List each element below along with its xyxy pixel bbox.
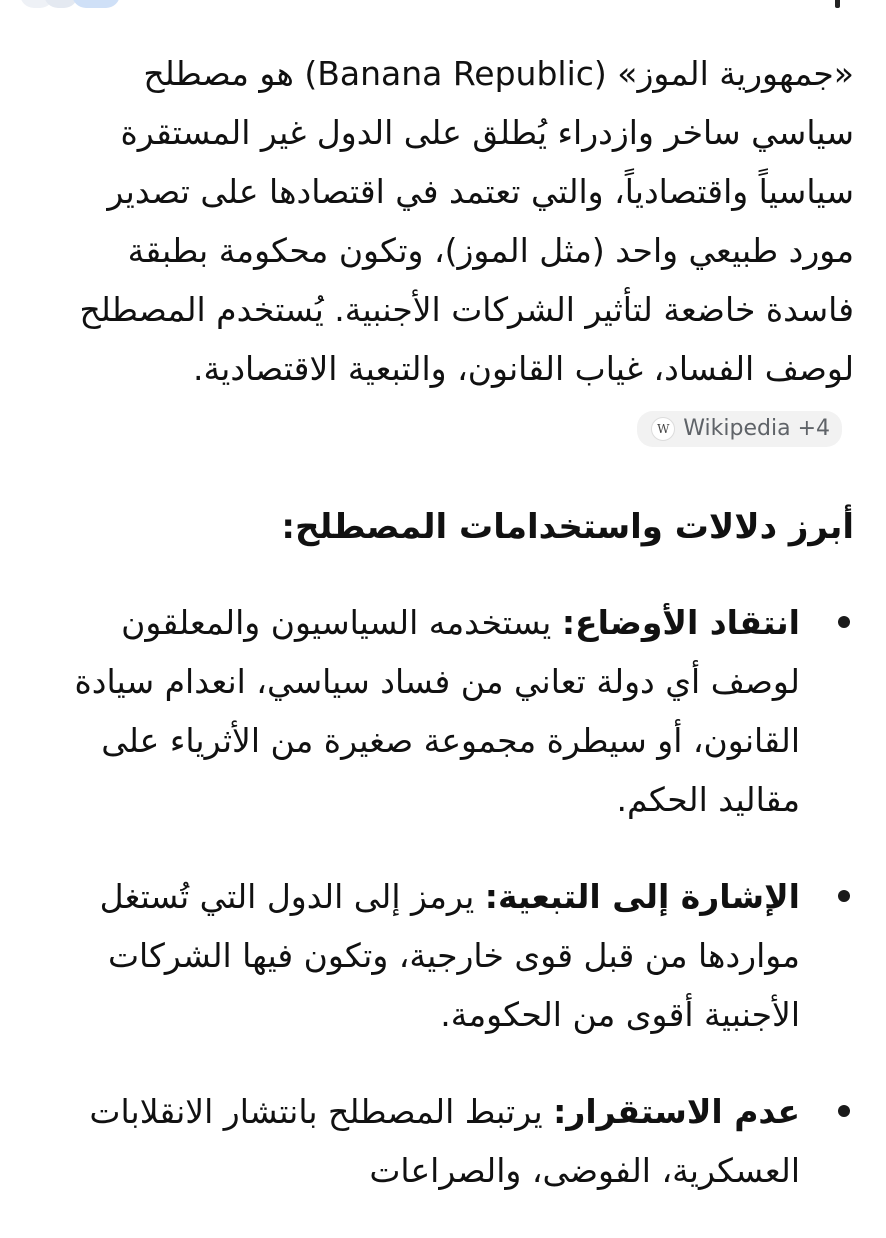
avatar	[72, 0, 120, 8]
point-title: انتقاد الأوضاع:	[561, 603, 800, 642]
wikipedia-source-chip[interactable]	[637, 411, 842, 447]
point-text: يرمز إلى الدول التي تُستغل مواردها من قبل قوى خارجية، وتكون فيها الشركات الأجنبية أقوى من الحكومة.	[99, 877, 800, 1034]
intro-text: هو مصطلح سياسي ساخر وازدراء يُطلق على الدول غير المستقرة سياسياً واقتصادياً، والتي تعتمد في اقتصادها على تصدير مورد طبيعي واحد (مثل الموز)، وتكون محكومة بطبقة فاسدة خاضعة لتأثير الشركات الأجنبية. يُستخدم المصطلح لوصف الفساد، غياب القانون، والتبعية الاقتصادية.	[79, 54, 854, 388]
point-title: الإشارة إلى التبعية:	[484, 877, 800, 916]
answer-content	[36, 44, 854, 1238]
top-edge-mark	[835, 0, 840, 8]
source-chip-label: Wikipedia +4	[683, 416, 830, 441]
top-avatars-strip	[20, 0, 120, 8]
intro-term-arabic: «جمهورية الموز»	[617, 54, 854, 93]
intro-paragraph	[36, 44, 854, 457]
intro-term-english: (Banana Republic)	[304, 54, 607, 93]
point-text: يرتبط المصطلح بانتشار الانقلابات العسكرية، الفوضى، والصراعات	[89, 1092, 800, 1190]
wikipedia-icon: W	[651, 417, 675, 441]
points-list	[36, 593, 854, 1200]
list-item	[36, 1082, 854, 1200]
point-text: يستخدمه السياسيون والمعلقون لوصف أي دولة تعاني من فساد سياسي، انعدام سيادة القانون، أو سيطرة مجموعة صغيرة من الأثرياء على مقاليد الحكم.	[74, 603, 800, 819]
section-heading: أبرز دلالات واستخدامات المصطلح:	[281, 507, 854, 547]
bullet-icon	[838, 890, 850, 902]
bullet-icon	[838, 1105, 850, 1117]
point-title: عدم الاستقرار:	[553, 1092, 800, 1131]
avatar	[44, 0, 78, 8]
list-item	[36, 867, 854, 1044]
list-item	[36, 593, 854, 829]
bullet-icon	[838, 616, 850, 628]
